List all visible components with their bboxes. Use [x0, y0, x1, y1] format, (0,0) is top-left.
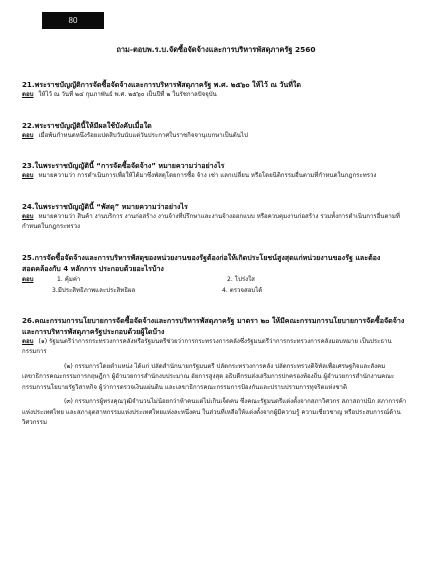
qa-item-23 — [22, 160, 410, 182]
qa-item-21 — [22, 79, 410, 101]
answer-23 — [22, 171, 410, 182]
choice-row — [22, 285, 410, 296]
page-number-bar — [42, 12, 104, 29]
answer-label: ตอบ — [22, 212, 34, 220]
choice-3: 3.มีประสิทธิภาพและประสิทธิผล — [52, 286, 136, 294]
answer-text: เมื่อพ้นกำหนดหนึ่งร้อยแปดสิบวันนับแต่วันประกาศในราชกิจจานุเบกษาเป็นต้นไป — [38, 131, 248, 139]
answer-label: ตอบ — [22, 131, 34, 139]
answer-text: ให้ไว้ ณ วันที่ ๒๔ กุมภาพันธ์ พ.ศ. ๒๕๖๐ เป็นปีที่ ๒ ในรัชกาลปัจจุบัน — [38, 91, 217, 98]
qa-item-26 — [22, 315, 410, 429]
choice-1: 1. คุ้มค่า — [57, 275, 81, 283]
answer-22 — [22, 131, 410, 142]
answer-label: ตอบ — [22, 172, 34, 179]
choice-row — [22, 274, 410, 285]
question-22: 22.พระราชบัญญัตินี้ให้มีผลใช้บังคับเมื่อใด — [22, 120, 152, 130]
answer-26-paragraph-2: (๒) กรรมการโดยตำแหน่ง ได้แก่ ปลัดสำนักนายกรัฐมนตรี ปลัดกระทรวงการคลัง ปลัดกระทรวงดิจิทัลเพื่อเศรษฐกิจและสังคม เลขาธิการคณะกรรมการกฤษฎีกา ผู้อำนวยการสำนักงบประมาณ อัยการสูงสุด อธิบดีกรมส่งเสริมการปกครองท้องถิ่น ผู้อำนวยการสำนักงานคณะกรรมการนโยบายรัฐวิสาหกิจ ผู้ว่าการตรวจเงินแผ่นดิน และเลขาธิการคณะกรรมการป้องกันและปราบปรามการทุจริตแห่งชาติ — [22, 362, 395, 391]
page-number: 80 — [68, 16, 78, 25]
answer-24 — [22, 212, 410, 233]
choice-4: 4. ตรวจสอบได้ — [222, 286, 263, 294]
qa-item-22 — [22, 120, 410, 142]
choice-list — [22, 274, 410, 296]
answer-text: (๑) รัฐมนตรีว่าการกระทรวงการคลังหรือรัฐมนตรีช่วยว่าการกระทรวงการคลังซึ่งรัฐมนตรีว่าการกระทรวงการคลังมอบหมาย เป็นประธานกรรมการ — [22, 337, 392, 355]
answer-label: ตอบ — [22, 91, 34, 98]
qa-item-25 — [22, 252, 410, 296]
qa-item-24 — [22, 201, 410, 233]
question-26: 26.คณะกรรมการนโยบายการจัดซื้อจัดจ้างและการบริหารพัสดุภาครัฐ มาตรา ๒๐ ให้มีคณะกรรมการนโยบายการจัดซื้อจัดจ้างและการบริหารพัสดุภาครัฐประกอบด้วยผู้ใดบ้าง — [22, 315, 405, 336]
answer-label: ตอบ — [22, 337, 34, 345]
document-body — [22, 44, 410, 448]
question-25: 25.การจัดซื้อจัดจ้างและการบริหารพัสดุของหน่วยงานของรัฐต้องก่อให้เกิดประโยชน์สูงสุดแก่หน่วยงานของรัฐ และต้องสอดคล้องกับ 4 หลักการ ประกอบด้วยอะไรบ้าง — [22, 252, 381, 273]
answer-text: หมายความว่า สินค้า งานบริการ งานก่อสร้าง งานจ้างที่ปรึกษาและงานจ้างออกแบบ หรือควบคุมงานก่อสร้าง รวมทั้งการดำเนินการอื่นตามที่กำหนดในกฎกระทรวง — [22, 212, 400, 230]
choice-2: 2. โปร่งใส — [227, 275, 255, 283]
answer-label: ตอบ — [22, 275, 34, 283]
question-24: 24.ในพระราชบัญญัตินี้ “พัสดุ” หมายความว่าอย่างไร — [22, 201, 188, 211]
answer-text: หมายความว่า การดำเนินการเพื่อให้ได้มาซึ่งพัสดุโดยการซื้อ จ้าง เช่า แลกเปลี่ยน หรือโดยนิติกรรมอื่นตามที่กำหนดในกฎกระทรวง — [38, 172, 377, 179]
question-21: 21.พระราชบัญญัติการจัดซื้อจัดจ้างและการบริหารพัสดุภาครัฐ พ.ศ. ๒๕๖๐ ให้ไว้ ณ วันที่ใด — [22, 80, 301, 89]
answer-26-paragraph-3: (๓) กรรมการผู้ทรงคุณวุฒิจำนวนไม่น้อยกว่าห้าคนแต่ไม่เกินเจ็ดคน ซึ่งคณะรัฐมนตรีแต่งตั้งจากสภาวิศวกร สภาสถาปนิก สภาการค้าแห่งประเทศไทย และสภาอุตสาหกรรมแห่งประเทศไทยแห่งละหนึ่งคน ในส่วนที่เหลือให้แต่งตั้งจากผู้มีความรู้ ความเชี่ยวชาญ หรือประสบการณ์ด้านวิศวกรรม — [22, 398, 407, 426]
question-23: 23.ในพระราชบัญญัตินี้ “การจัดซื้อจัดจ้าง” หมายความว่าอย่างไร — [22, 161, 225, 170]
document-title: ถาม-ตอบพ.ร.บ.จัดซื้อจัดจ้างและการบริหารพัสดุภาครัฐ 2560 — [116, 45, 316, 54]
answer-26 — [22, 337, 410, 358]
choice-spacer — [22, 285, 52, 296]
answer-21 — [22, 90, 410, 101]
